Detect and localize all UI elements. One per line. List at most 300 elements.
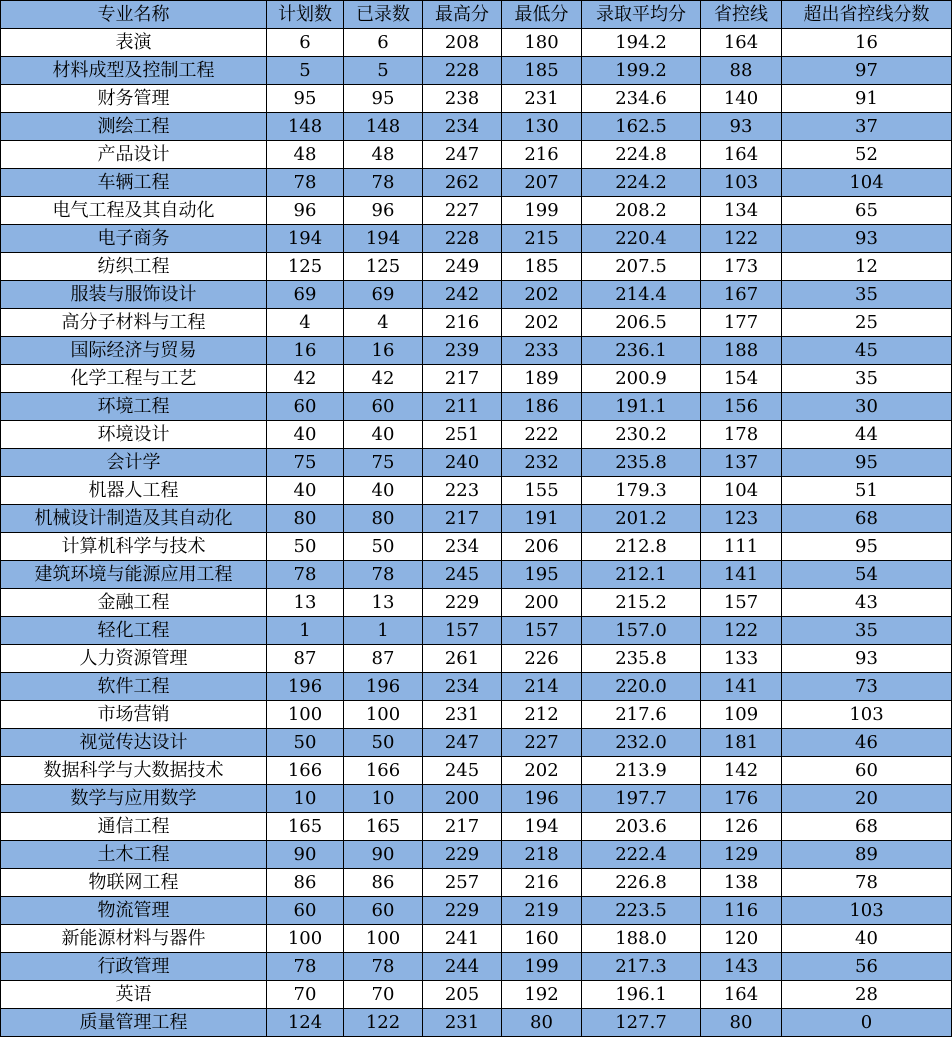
admitted-count-cell: 165 — [344, 813, 423, 841]
min-score-cell: 226 — [502, 645, 582, 673]
header-control-line: 省控线 — [701, 1, 782, 29]
avg-score-cell: 232.0 — [582, 729, 701, 757]
admitted-count-cell: 80 — [344, 505, 423, 533]
major-name-cell: 纺织工程 — [1, 253, 267, 281]
table-row — [1, 701, 952, 729]
avg-score-cell: 235.8 — [582, 449, 701, 477]
major-name-cell: 人力资源管理 — [1, 645, 267, 673]
control-line-cell: 126 — [701, 813, 782, 841]
plan-count-cell: 13 — [267, 589, 344, 617]
table-row — [1, 253, 952, 281]
plan-count-cell: 5 — [267, 57, 344, 85]
plan-count-cell: 75 — [267, 449, 344, 477]
control-line-cell: 188 — [701, 337, 782, 365]
table-row — [1, 897, 952, 925]
admitted-count-cell: 50 — [344, 533, 423, 561]
admitted-count-cell: 4 — [344, 309, 423, 337]
plan-count-cell: 50 — [267, 533, 344, 561]
admitted-count-cell: 1 — [344, 617, 423, 645]
min-score-cell: 200 — [502, 589, 582, 617]
major-name-cell: 财务管理 — [1, 85, 267, 113]
max-score-cell: 242 — [423, 281, 502, 309]
control-line-cell: 123 — [701, 505, 782, 533]
major-name-cell: 英语 — [1, 981, 267, 1009]
table-row — [1, 197, 952, 225]
min-score-cell: 195 — [502, 561, 582, 589]
major-name-cell: 服装与服饰设计 — [1, 281, 267, 309]
plan-count-cell: 100 — [267, 701, 344, 729]
table-row — [1, 617, 952, 645]
avg-score-cell: 208.2 — [582, 197, 701, 225]
above-control-line-cell: 68 — [782, 813, 952, 841]
major-name-cell: 物联网工程 — [1, 869, 267, 897]
above-control-line-cell: 54 — [782, 561, 952, 589]
above-control-line-cell: 20 — [782, 785, 952, 813]
table-row — [1, 925, 952, 953]
control-line-cell: 164 — [701, 29, 782, 57]
major-name-cell: 市场营销 — [1, 701, 267, 729]
min-score-cell: 191 — [502, 505, 582, 533]
header-above-control-line: 超出省控线分数 — [782, 1, 952, 29]
control-line-cell: 143 — [701, 953, 782, 981]
major-name-cell: 材料成型及控制工程 — [1, 57, 267, 85]
max-score-cell: 231 — [423, 1009, 502, 1037]
table-row — [1, 1009, 952, 1037]
avg-score-cell: 230.2 — [582, 421, 701, 449]
above-control-line-cell: 0 — [782, 1009, 952, 1037]
max-score-cell: 200 — [423, 785, 502, 813]
admitted-count-cell: 86 — [344, 869, 423, 897]
table-row — [1, 449, 952, 477]
control-line-cell: 157 — [701, 589, 782, 617]
admitted-count-cell: 125 — [344, 253, 423, 281]
avg-score-cell: 199.2 — [582, 57, 701, 85]
major-name-cell: 数据科学与大数据技术 — [1, 757, 267, 785]
admitted-count-cell: 13 — [344, 589, 423, 617]
max-score-cell: 234 — [423, 673, 502, 701]
above-control-line-cell: 43 — [782, 589, 952, 617]
admitted-count-cell: 60 — [344, 897, 423, 925]
major-name-cell: 测绘工程 — [1, 113, 267, 141]
plan-count-cell: 96 — [267, 197, 344, 225]
max-score-cell: 211 — [423, 393, 502, 421]
plan-count-cell: 125 — [267, 253, 344, 281]
avg-score-cell: 226.8 — [582, 869, 701, 897]
above-control-line-cell: 103 — [782, 897, 952, 925]
control-line-cell: 88 — [701, 57, 782, 85]
max-score-cell: 238 — [423, 85, 502, 113]
control-line-cell: 141 — [701, 561, 782, 589]
above-control-line-cell: 97 — [782, 57, 952, 85]
table-row — [1, 393, 952, 421]
min-score-cell: 160 — [502, 925, 582, 953]
major-name-cell: 视觉传达设计 — [1, 729, 267, 757]
admitted-count-cell: 96 — [344, 197, 423, 225]
major-name-cell: 土木工程 — [1, 841, 267, 869]
max-score-cell: 229 — [423, 841, 502, 869]
max-score-cell: 229 — [423, 897, 502, 925]
min-score-cell: 214 — [502, 673, 582, 701]
min-score-cell: 192 — [502, 981, 582, 1009]
major-name-cell: 产品设计 — [1, 141, 267, 169]
max-score-cell: 217 — [423, 365, 502, 393]
admitted-count-cell: 6 — [344, 29, 423, 57]
avg-score-cell: 235.8 — [582, 645, 701, 673]
above-control-line-cell: 73 — [782, 673, 952, 701]
avg-score-cell: 236.1 — [582, 337, 701, 365]
avg-score-cell: 212.8 — [582, 533, 701, 561]
min-score-cell: 199 — [502, 953, 582, 981]
plan-count-cell: 148 — [267, 113, 344, 141]
plan-count-cell: 78 — [267, 953, 344, 981]
above-control-line-cell: 68 — [782, 505, 952, 533]
major-name-cell: 通信工程 — [1, 813, 267, 841]
control-line-cell: 120 — [701, 925, 782, 953]
min-score-cell: 207 — [502, 169, 582, 197]
avg-score-cell: 206.5 — [582, 309, 701, 337]
max-score-cell: 257 — [423, 869, 502, 897]
above-control-line-cell: 30 — [782, 393, 952, 421]
avg-score-cell: 191.1 — [582, 393, 701, 421]
table-row — [1, 841, 952, 869]
plan-count-cell: 70 — [267, 981, 344, 1009]
table-header — [1, 1, 952, 29]
table-row — [1, 505, 952, 533]
admitted-count-cell: 78 — [344, 169, 423, 197]
control-line-cell: 129 — [701, 841, 782, 869]
major-name-cell: 轻化工程 — [1, 617, 267, 645]
control-line-cell: 140 — [701, 85, 782, 113]
above-control-line-cell: 46 — [782, 729, 952, 757]
header-max-score: 最高分 — [423, 1, 502, 29]
above-control-line-cell: 35 — [782, 365, 952, 393]
avg-score-cell: 188.0 — [582, 925, 701, 953]
table-row — [1, 141, 952, 169]
avg-score-cell: 215.2 — [582, 589, 701, 617]
above-control-line-cell: 16 — [782, 29, 952, 57]
table-row — [1, 169, 952, 197]
above-control-line-cell: 35 — [782, 617, 952, 645]
header-plan-count: 计划数 — [267, 1, 344, 29]
table-row — [1, 757, 952, 785]
max-score-cell: 223 — [423, 477, 502, 505]
control-line-cell: 137 — [701, 449, 782, 477]
min-score-cell: 157 — [502, 617, 582, 645]
control-line-cell: 109 — [701, 701, 782, 729]
header-min-score: 最低分 — [502, 1, 582, 29]
major-name-cell: 机器人工程 — [1, 477, 267, 505]
plan-count-cell: 6 — [267, 29, 344, 57]
max-score-cell: 249 — [423, 253, 502, 281]
avg-score-cell: 201.2 — [582, 505, 701, 533]
table-row — [1, 365, 952, 393]
avg-score-cell: 200.9 — [582, 365, 701, 393]
table-row — [1, 337, 952, 365]
above-control-line-cell: 52 — [782, 141, 952, 169]
table-row — [1, 953, 952, 981]
plan-count-cell: 78 — [267, 169, 344, 197]
max-score-cell: 234 — [423, 113, 502, 141]
above-control-line-cell: 78 — [782, 869, 952, 897]
above-control-line-cell: 51 — [782, 477, 952, 505]
control-line-cell: 177 — [701, 309, 782, 337]
avg-score-cell: 179.3 — [582, 477, 701, 505]
max-score-cell: 247 — [423, 729, 502, 757]
major-name-cell: 机械设计制造及其自动化 — [1, 505, 267, 533]
table-row — [1, 421, 952, 449]
major-name-cell: 电子商务 — [1, 225, 267, 253]
admitted-count-cell: 5 — [344, 57, 423, 85]
control-line-cell: 138 — [701, 869, 782, 897]
plan-count-cell: 40 — [267, 477, 344, 505]
min-score-cell: 233 — [502, 337, 582, 365]
avg-score-cell: 203.6 — [582, 813, 701, 841]
above-control-line-cell: 56 — [782, 953, 952, 981]
max-score-cell: 228 — [423, 225, 502, 253]
plan-count-cell: 124 — [267, 1009, 344, 1037]
plan-count-cell: 80 — [267, 505, 344, 533]
max-score-cell: 234 — [423, 533, 502, 561]
plan-count-cell: 78 — [267, 561, 344, 589]
avg-score-cell: 217.6 — [582, 701, 701, 729]
plan-count-cell: 87 — [267, 645, 344, 673]
avg-score-cell: 194.2 — [582, 29, 701, 57]
control-line-cell: 122 — [701, 617, 782, 645]
max-score-cell: 216 — [423, 309, 502, 337]
admitted-count-cell: 78 — [344, 561, 423, 589]
admitted-count-cell: 16 — [344, 337, 423, 365]
plan-count-cell: 40 — [267, 421, 344, 449]
control-line-cell: 116 — [701, 897, 782, 925]
major-name-cell: 会计学 — [1, 449, 267, 477]
admitted-count-cell: 69 — [344, 281, 423, 309]
control-line-cell: 181 — [701, 729, 782, 757]
min-score-cell: 206 — [502, 533, 582, 561]
plan-count-cell: 100 — [267, 925, 344, 953]
above-control-line-cell: 103 — [782, 701, 952, 729]
max-score-cell: 205 — [423, 981, 502, 1009]
min-score-cell: 202 — [502, 309, 582, 337]
avg-score-cell: 220.4 — [582, 225, 701, 253]
plan-count-cell: 194 — [267, 225, 344, 253]
avg-score-cell: 224.8 — [582, 141, 701, 169]
min-score-cell: 155 — [502, 477, 582, 505]
plan-count-cell: 16 — [267, 337, 344, 365]
max-score-cell: 217 — [423, 505, 502, 533]
major-name-cell: 行政管理 — [1, 953, 267, 981]
plan-count-cell: 69 — [267, 281, 344, 309]
min-score-cell: 216 — [502, 869, 582, 897]
control-line-cell: 142 — [701, 757, 782, 785]
table-row — [1, 29, 952, 57]
min-score-cell: 180 — [502, 29, 582, 57]
min-score-cell: 212 — [502, 701, 582, 729]
min-score-cell: 222 — [502, 421, 582, 449]
max-score-cell: 261 — [423, 645, 502, 673]
max-score-cell: 244 — [423, 953, 502, 981]
above-control-line-cell: 37 — [782, 113, 952, 141]
min-score-cell: 186 — [502, 393, 582, 421]
table-row — [1, 309, 952, 337]
table-row — [1, 561, 952, 589]
major-name-cell: 物流管理 — [1, 897, 267, 925]
major-name-cell: 软件工程 — [1, 673, 267, 701]
max-score-cell: 245 — [423, 757, 502, 785]
table-row — [1, 589, 952, 617]
max-score-cell: 240 — [423, 449, 502, 477]
max-score-cell: 227 — [423, 197, 502, 225]
table-row — [1, 645, 952, 673]
above-control-line-cell: 89 — [782, 841, 952, 869]
header-admitted-count: 已录数 — [344, 1, 423, 29]
table-row — [1, 225, 952, 253]
plan-count-cell: 42 — [267, 365, 344, 393]
min-score-cell: 194 — [502, 813, 582, 841]
control-line-cell: 167 — [701, 281, 782, 309]
avg-score-cell: 197.7 — [582, 785, 701, 813]
above-control-line-cell: 91 — [782, 85, 952, 113]
avg-score-cell: 196.1 — [582, 981, 701, 1009]
plan-count-cell: 95 — [267, 85, 344, 113]
above-control-line-cell: 28 — [782, 981, 952, 1009]
above-control-line-cell: 25 — [782, 309, 952, 337]
plan-count-cell: 48 — [267, 141, 344, 169]
above-control-line-cell: 65 — [782, 197, 952, 225]
admitted-count-cell: 100 — [344, 925, 423, 953]
admitted-count-cell: 90 — [344, 841, 423, 869]
min-score-cell: 199 — [502, 197, 582, 225]
min-score-cell: 185 — [502, 57, 582, 85]
table-row — [1, 981, 952, 1009]
major-name-cell: 计算机科学与技术 — [1, 533, 267, 561]
max-score-cell: 208 — [423, 29, 502, 57]
control-line-cell: 176 — [701, 785, 782, 813]
table-row — [1, 533, 952, 561]
admitted-count-cell: 87 — [344, 645, 423, 673]
max-score-cell: 239 — [423, 337, 502, 365]
above-control-line-cell: 40 — [782, 925, 952, 953]
avg-score-cell: 212.1 — [582, 561, 701, 589]
control-line-cell: 93 — [701, 113, 782, 141]
control-line-cell: 154 — [701, 365, 782, 393]
min-score-cell: 218 — [502, 841, 582, 869]
max-score-cell: 245 — [423, 561, 502, 589]
above-control-line-cell: 12 — [782, 253, 952, 281]
avg-score-cell: 222.4 — [582, 841, 701, 869]
control-line-cell: 111 — [701, 533, 782, 561]
min-score-cell: 202 — [502, 281, 582, 309]
table-row — [1, 85, 952, 113]
admitted-count-cell: 50 — [344, 729, 423, 757]
min-score-cell: 227 — [502, 729, 582, 757]
control-line-cell: 178 — [701, 421, 782, 449]
admitted-count-cell: 70 — [344, 981, 423, 1009]
major-name-cell: 质量管理工程 — [1, 1009, 267, 1037]
header-major-name: 专业名称 — [1, 1, 267, 29]
min-score-cell: 216 — [502, 141, 582, 169]
admitted-count-cell: 40 — [344, 477, 423, 505]
max-score-cell: 231 — [423, 701, 502, 729]
major-name-cell: 建筑环境与能源应用工程 — [1, 561, 267, 589]
plan-count-cell: 4 — [267, 309, 344, 337]
major-name-cell: 表演 — [1, 29, 267, 57]
max-score-cell: 228 — [423, 57, 502, 85]
control-line-cell: 103 — [701, 169, 782, 197]
admitted-count-cell: 122 — [344, 1009, 423, 1037]
min-score-cell: 196 — [502, 785, 582, 813]
min-score-cell: 202 — [502, 757, 582, 785]
max-score-cell: 229 — [423, 589, 502, 617]
above-control-line-cell: 95 — [782, 449, 952, 477]
avg-score-cell: 213.9 — [582, 757, 701, 785]
max-score-cell: 217 — [423, 813, 502, 841]
min-score-cell: 219 — [502, 897, 582, 925]
plan-count-cell: 165 — [267, 813, 344, 841]
control-line-cell: 122 — [701, 225, 782, 253]
max-score-cell: 241 — [423, 925, 502, 953]
table-row — [1, 729, 952, 757]
admitted-count-cell: 40 — [344, 421, 423, 449]
header-row — [1, 1, 952, 29]
control-line-cell: 80 — [701, 1009, 782, 1037]
min-score-cell: 189 — [502, 365, 582, 393]
plan-count-cell: 60 — [267, 897, 344, 925]
max-score-cell: 251 — [423, 421, 502, 449]
control-line-cell: 134 — [701, 197, 782, 225]
admitted-count-cell: 100 — [344, 701, 423, 729]
max-score-cell: 262 — [423, 169, 502, 197]
control-line-cell: 164 — [701, 141, 782, 169]
table-row — [1, 813, 952, 841]
major-name-cell: 数学与应用数学 — [1, 785, 267, 813]
admitted-count-cell: 10 — [344, 785, 423, 813]
header-avg-score: 录取平均分 — [582, 1, 701, 29]
control-line-cell: 141 — [701, 673, 782, 701]
avg-score-cell: 234.6 — [582, 85, 701, 113]
avg-score-cell: 224.2 — [582, 169, 701, 197]
avg-score-cell: 214.4 — [582, 281, 701, 309]
above-control-line-cell: 35 — [782, 281, 952, 309]
min-score-cell: 130 — [502, 113, 582, 141]
table-row — [1, 785, 952, 813]
control-line-cell: 173 — [701, 253, 782, 281]
avg-score-cell: 220.0 — [582, 673, 701, 701]
control-line-cell: 133 — [701, 645, 782, 673]
plan-count-cell: 60 — [267, 393, 344, 421]
admitted-count-cell: 48 — [344, 141, 423, 169]
major-name-cell: 高分子材料与工程 — [1, 309, 267, 337]
plan-count-cell: 50 — [267, 729, 344, 757]
admitted-count-cell: 95 — [344, 85, 423, 113]
major-name-cell: 车辆工程 — [1, 169, 267, 197]
control-line-cell: 164 — [701, 981, 782, 1009]
above-control-line-cell: 95 — [782, 533, 952, 561]
admitted-count-cell: 75 — [344, 449, 423, 477]
min-score-cell: 215 — [502, 225, 582, 253]
major-name-cell: 环境设计 — [1, 421, 267, 449]
min-score-cell: 232 — [502, 449, 582, 477]
avg-score-cell: 127.7 — [582, 1009, 701, 1037]
control-line-cell: 156 — [701, 393, 782, 421]
avg-score-cell: 157.0 — [582, 617, 701, 645]
min-score-cell: 185 — [502, 253, 582, 281]
plan-count-cell: 166 — [267, 757, 344, 785]
table-row — [1, 673, 952, 701]
min-score-cell: 80 — [502, 1009, 582, 1037]
major-name-cell: 环境工程 — [1, 393, 267, 421]
plan-count-cell: 10 — [267, 785, 344, 813]
table-row — [1, 869, 952, 897]
